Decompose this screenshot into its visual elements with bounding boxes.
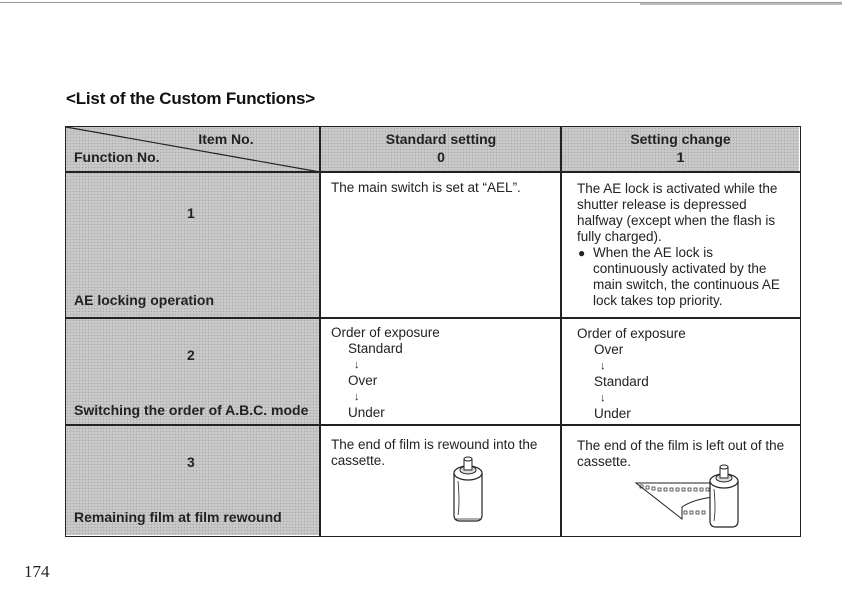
film-cassette-icon (446, 453, 490, 525)
row1-change-line: shutter release is depressed (577, 197, 747, 212)
bullet-icon: ● (578, 246, 586, 260)
custom-functions-table (65, 126, 801, 537)
down-arrow-icon: ↓ (354, 359, 360, 371)
function-number-3: 3 (187, 454, 195, 470)
standard-setting-value: 0 (437, 149, 445, 165)
row3-change-line: cassette. (577, 454, 632, 469)
row1-change-line: fully charged). (577, 229, 662, 244)
row1-change-text (577, 181, 797, 309)
row2-change-text (577, 326, 686, 422)
row3-standard-text (331, 437, 537, 469)
page-number: 174 (24, 562, 50, 581)
row2-standard-seq-3: Under (348, 405, 385, 420)
row2-change-heading: Order of exposure (577, 326, 686, 341)
function-number-1: 1 (187, 205, 195, 221)
row1-bullet-line: continuously activated by the (593, 261, 767, 276)
row2-standard-seq-1: Standard (348, 341, 403, 356)
film-cassette-with-leader-icon (634, 463, 750, 531)
row1-change-line: The AE lock is activated while the (577, 181, 778, 196)
setting-change-value: 1 (676, 149, 685, 165)
row-divider-2 (66, 424, 800, 426)
row2-change-seq-2: Standard (594, 374, 649, 389)
function-no-header: Function No. (74, 149, 160, 165)
column-divider-1 (319, 127, 321, 536)
row2-change-seq-1: Over (594, 342, 624, 357)
row1-change-bullet (577, 245, 797, 309)
row2-standard-text (331, 325, 440, 421)
row1-bullet-line: main switch, the continuous AE (593, 277, 780, 292)
down-arrow-icon: ↓ (600, 360, 606, 372)
setting-change-header: Setting change (630, 131, 731, 147)
row1-bullet-line: When the AE lock is (593, 245, 714, 260)
function-number-2: 2 (187, 347, 195, 363)
row2-standard-heading: Order of exposure (331, 325, 440, 340)
row-divider-1 (66, 317, 800, 319)
function-name-3: Remaining film at film rewound (74, 509, 282, 525)
row2-standard-seq-2: Over (348, 373, 378, 388)
row-divider-header (66, 171, 800, 173)
down-arrow-icon: ↓ (354, 391, 360, 403)
down-arrow-icon: ↓ (600, 392, 606, 404)
column-divider-2 (560, 127, 562, 536)
top-rule-shadow (640, 3, 842, 5)
item-no-header: Item No. (198, 131, 254, 147)
row3-standard-line: cassette. (331, 453, 386, 468)
row3-change-line: The end of the film is left out of the (577, 438, 785, 453)
function-name-1: AE locking operation (74, 292, 215, 308)
row3-standard-line: The end of film is rewound into the (331, 437, 538, 452)
page-title: <List of the Custom Functions> (66, 89, 316, 108)
row1-change-line: halfway (except when the flash is (577, 213, 776, 228)
row1-standard-text: The main switch is set at “AEL”. (331, 180, 521, 195)
row1-bullet-line: lock takes top priority. (593, 293, 723, 308)
function-name-2: Switching the order of A.B.C. mode (74, 402, 309, 418)
standard-setting-header: Standard setting (385, 131, 497, 147)
row2-change-seq-3: Under (594, 406, 631, 421)
